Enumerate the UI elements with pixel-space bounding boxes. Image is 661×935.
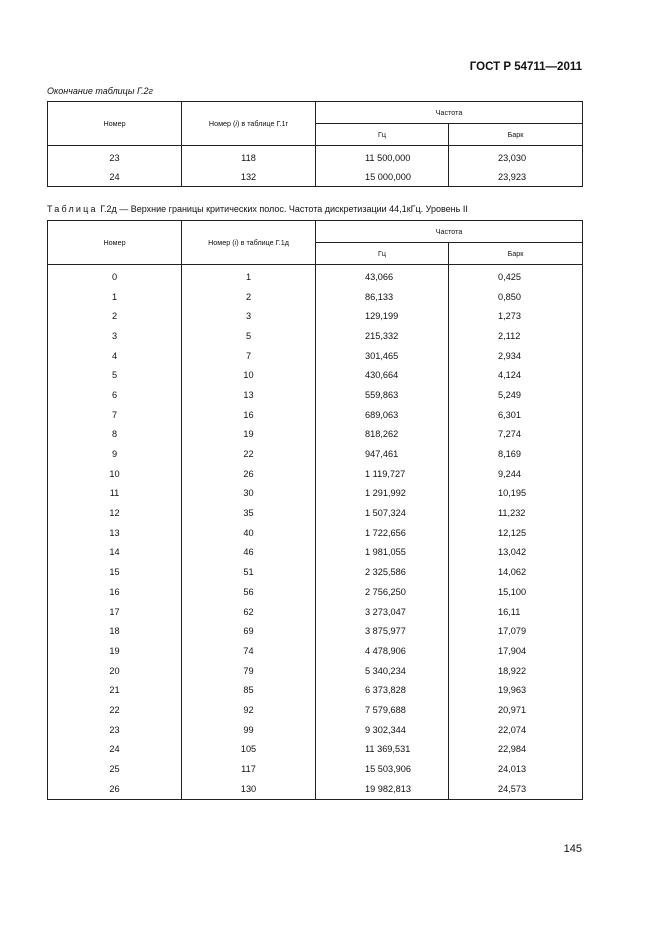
table-row bbox=[48, 562, 583, 582]
cell-hz: 11 500,000 bbox=[316, 146, 449, 168]
cell-index: 105 bbox=[182, 740, 316, 760]
cell-index: 85 bbox=[182, 680, 316, 700]
table2-header-index-var: i bbox=[234, 238, 237, 247]
cell-number: 4 bbox=[48, 346, 182, 366]
cell-hz: 43,066 bbox=[316, 265, 449, 287]
page-number: 145 bbox=[563, 843, 582, 855]
cell-index: 74 bbox=[182, 641, 316, 661]
table2 bbox=[47, 220, 583, 800]
cell-number: 12 bbox=[48, 503, 182, 523]
cell-bark: 13,042 bbox=[449, 543, 583, 563]
cell-bark: 16,11 bbox=[449, 602, 583, 622]
cell-hz: 86,133 bbox=[316, 287, 449, 307]
table2-header-index-post: ) в таблице Г.1д bbox=[236, 238, 289, 247]
cell-number: 23 bbox=[48, 720, 182, 740]
table1-header-hz: Гц bbox=[316, 124, 449, 146]
cell-bark: 9,244 bbox=[449, 464, 583, 484]
cell-bark: 20,971 bbox=[449, 700, 583, 720]
cell-index: 99 bbox=[182, 720, 316, 740]
cell-index: 35 bbox=[182, 503, 316, 523]
cell-bark: 10,195 bbox=[449, 484, 583, 504]
table-row bbox=[48, 444, 583, 464]
cell-index: 117 bbox=[182, 759, 316, 779]
cell-index: 92 bbox=[182, 700, 316, 720]
cell-number: 18 bbox=[48, 621, 182, 641]
table2-caption-label: Таблица bbox=[47, 204, 98, 214]
cell-bark: 7,274 bbox=[449, 425, 583, 445]
cell-bark: 23,923 bbox=[449, 167, 583, 187]
cell-number: 22 bbox=[48, 700, 182, 720]
table-row bbox=[48, 385, 583, 405]
cell-hz: 818,262 bbox=[316, 425, 449, 445]
cell-bark: 2,112 bbox=[449, 326, 583, 346]
cell-index: 56 bbox=[182, 582, 316, 602]
table1-header-frequency: Частота bbox=[316, 102, 583, 124]
cell-hz: 6 373,828 bbox=[316, 680, 449, 700]
table1 bbox=[47, 101, 583, 187]
cell-bark: 6,301 bbox=[449, 405, 583, 425]
cell-index: 132 bbox=[182, 167, 316, 187]
table2-header-hz: Гц bbox=[316, 243, 449, 265]
table-row bbox=[48, 720, 583, 740]
cell-hz: 19 982,813 bbox=[316, 779, 449, 799]
table-row bbox=[48, 167, 583, 187]
table2-header-index bbox=[182, 221, 316, 265]
cell-number: 9 bbox=[48, 444, 182, 464]
cell-number: 15 bbox=[48, 562, 182, 582]
cell-bark: 5,249 bbox=[449, 385, 583, 405]
table1-header-index bbox=[182, 102, 316, 146]
cell-bark: 0,425 bbox=[449, 265, 583, 287]
cell-number: 2 bbox=[48, 306, 182, 326]
cell-hz: 2 756,250 bbox=[316, 582, 449, 602]
table-row bbox=[48, 326, 583, 346]
table-row bbox=[48, 661, 583, 681]
cell-index: 40 bbox=[182, 523, 316, 543]
cell-number: 11 bbox=[48, 484, 182, 504]
cell-index: 19 bbox=[182, 425, 316, 445]
cell-index: 46 bbox=[182, 543, 316, 563]
cell-hz: 301,465 bbox=[316, 346, 449, 366]
cell-bark: 0,850 bbox=[449, 287, 583, 307]
cell-hz: 15 503,906 bbox=[316, 759, 449, 779]
cell-bark: 17,904 bbox=[449, 641, 583, 661]
cell-hz: 215,332 bbox=[316, 326, 449, 346]
cell-hz: 1 507,324 bbox=[316, 503, 449, 523]
cell-bark: 22,984 bbox=[449, 740, 583, 760]
table-row bbox=[48, 700, 583, 720]
cell-number: 6 bbox=[48, 385, 182, 405]
cell-number: 20 bbox=[48, 661, 182, 681]
cell-number: 25 bbox=[48, 759, 182, 779]
cell-hz: 1 119,727 bbox=[316, 464, 449, 484]
table-row bbox=[48, 146, 583, 168]
cell-hz: 1 291,992 bbox=[316, 484, 449, 504]
cell-bark: 8,169 bbox=[449, 444, 583, 464]
cell-bark: 19,963 bbox=[449, 680, 583, 700]
cell-bark: 22,074 bbox=[449, 720, 583, 740]
cell-hz: 430,664 bbox=[316, 365, 449, 385]
table-row bbox=[48, 287, 583, 307]
cell-number: 5 bbox=[48, 365, 182, 385]
cell-bark: 24,013 bbox=[449, 759, 583, 779]
table-row bbox=[48, 523, 583, 543]
table1-header-bark: Барк bbox=[449, 124, 583, 146]
cell-index: 1 bbox=[182, 265, 316, 287]
document-standard-header: ГОСТ Р 54711—2011 bbox=[469, 61, 582, 73]
cell-number: 24 bbox=[48, 740, 182, 760]
table2-caption-text: Г.2д — Верхние границы критических полос. Частота дискретизации 44,1кГц. Уровень II bbox=[100, 204, 468, 214]
table2-caption bbox=[47, 204, 468, 214]
table-row bbox=[48, 425, 583, 445]
cell-bark: 14,062 bbox=[449, 562, 583, 582]
cell-index: 16 bbox=[182, 405, 316, 425]
cell-index: 51 bbox=[182, 562, 316, 582]
table1-body bbox=[48, 146, 583, 187]
cell-index: 5 bbox=[182, 326, 316, 346]
cell-hz: 7 579,688 bbox=[316, 700, 449, 720]
cell-hz: 5 340,234 bbox=[316, 661, 449, 681]
table-row bbox=[48, 306, 583, 326]
table1-header-index-pre: Номер ( bbox=[208, 119, 236, 128]
cell-number: 26 bbox=[48, 779, 182, 799]
cell-number: 21 bbox=[48, 680, 182, 700]
cell-index: 79 bbox=[182, 661, 316, 681]
table-row bbox=[48, 621, 583, 641]
table-row bbox=[48, 602, 583, 622]
cell-index: 13 bbox=[182, 385, 316, 405]
table2-header-index-pre: Номер ( bbox=[208, 238, 235, 247]
cell-index: 69 bbox=[182, 621, 316, 641]
table-row bbox=[48, 405, 583, 425]
cell-index: 118 bbox=[182, 146, 316, 168]
cell-hz: 15 000,000 bbox=[316, 167, 449, 187]
cell-index: 30 bbox=[182, 484, 316, 504]
cell-hz: 3 875,977 bbox=[316, 621, 449, 641]
cell-bark: 12,125 bbox=[449, 523, 583, 543]
table1-caption: Окончание таблицы Г.2г bbox=[47, 86, 153, 96]
cell-bark: 15,100 bbox=[449, 582, 583, 602]
table2-header-number: Номер bbox=[48, 221, 182, 265]
cell-hz: 3 273,047 bbox=[316, 602, 449, 622]
cell-bark: 2,934 bbox=[449, 346, 583, 366]
cell-hz: 559,863 bbox=[316, 385, 449, 405]
table-row bbox=[48, 503, 583, 523]
cell-bark: 11,232 bbox=[449, 503, 583, 523]
cell-index: 130 bbox=[182, 779, 316, 799]
table-row bbox=[48, 779, 583, 799]
cell-hz: 11 369,531 bbox=[316, 740, 449, 760]
table-row bbox=[48, 365, 583, 385]
cell-number: 1 bbox=[48, 287, 182, 307]
cell-hz: 947,461 bbox=[316, 444, 449, 464]
cell-hz: 4 478,906 bbox=[316, 641, 449, 661]
cell-number: 19 bbox=[48, 641, 182, 661]
table-row bbox=[48, 740, 583, 760]
cell-index: 10 bbox=[182, 365, 316, 385]
table-row bbox=[48, 464, 583, 484]
table2-header-frequency: Частота bbox=[316, 221, 583, 243]
cell-bark: 17,079 bbox=[449, 621, 583, 641]
cell-number: 16 bbox=[48, 582, 182, 602]
cell-hz: 9 302,344 bbox=[316, 720, 449, 740]
cell-index: 26 bbox=[182, 464, 316, 484]
cell-hz: 1 722,656 bbox=[316, 523, 449, 543]
cell-number: 14 bbox=[48, 543, 182, 563]
cell-index: 7 bbox=[182, 346, 316, 366]
cell-number: 13 bbox=[48, 523, 182, 543]
cell-number: 10 bbox=[48, 464, 182, 484]
cell-number: 7 bbox=[48, 405, 182, 425]
table-row bbox=[48, 484, 583, 504]
table-row bbox=[48, 543, 583, 563]
cell-number: 3 bbox=[48, 326, 182, 346]
table-row bbox=[48, 641, 583, 661]
cell-bark: 18,922 bbox=[449, 661, 583, 681]
cell-number: 0 bbox=[48, 265, 182, 287]
cell-number: 17 bbox=[48, 602, 182, 622]
cell-hz: 689,063 bbox=[316, 405, 449, 425]
cell-index: 22 bbox=[182, 444, 316, 464]
cell-number: 24 bbox=[48, 167, 182, 187]
table2-body bbox=[48, 265, 583, 800]
cell-bark: 24,573 bbox=[449, 779, 583, 799]
cell-hz: 129,199 bbox=[316, 306, 449, 326]
cell-bark: 4,124 bbox=[449, 365, 583, 385]
cell-index: 62 bbox=[182, 602, 316, 622]
cell-index: 2 bbox=[182, 287, 316, 307]
cell-hz: 2 325,586 bbox=[316, 562, 449, 582]
cell-bark: 23,030 bbox=[449, 146, 583, 168]
table1-header-number: Номер bbox=[48, 102, 182, 146]
table-row bbox=[48, 265, 583, 287]
cell-bark: 1,273 bbox=[449, 306, 583, 326]
table2-header-bark: Барк bbox=[449, 243, 583, 265]
table1-header-index-post: ) в таблице Г.1г bbox=[237, 119, 289, 128]
cell-number: 8 bbox=[48, 425, 182, 445]
table-row bbox=[48, 680, 583, 700]
cell-hz: 1 981,055 bbox=[316, 543, 449, 563]
table-row bbox=[48, 346, 583, 366]
table-row bbox=[48, 759, 583, 779]
table-row bbox=[48, 582, 583, 602]
cell-number: 23 bbox=[48, 146, 182, 168]
cell-index: 3 bbox=[182, 306, 316, 326]
table1-header-index-var: i bbox=[235, 119, 238, 128]
